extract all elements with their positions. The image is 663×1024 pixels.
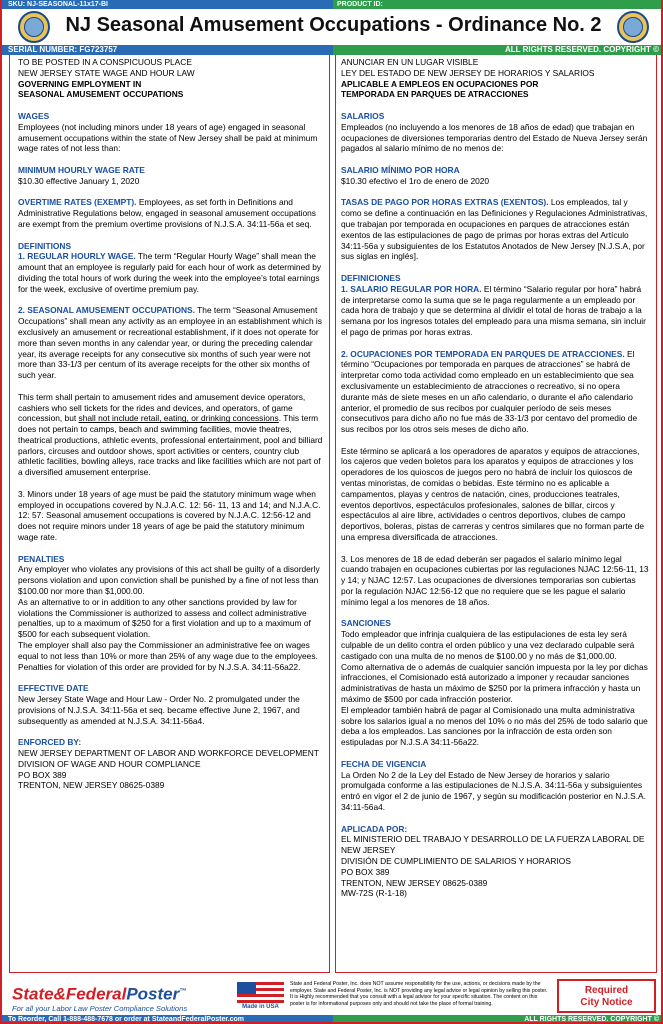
intro-line: SEASONAL AMUSEMENT OCCUPATIONS	[18, 89, 184, 100]
definition-text: The term “Regular Hourly Wage” shall mean the amount that an employee is regularly paid for each hour of work as determined by dividing the total hours of work during the week into the employee’s total earnings for the week, exclusive of overtime premium pay.	[18, 251, 322, 294]
sku-label: SKU: NJ-SEASONAL-11x17-BI	[2, 0, 333, 9]
definition-text: The term “Seasonal Amusement Occupations” shall mean any activity as an employee in an establishment which is exclusively an amusement or recreational establishment, if it does not operate for more than seven months in any calendar year, or during the preceding calendar year, its average receipts for any consecutive six months of such year were not more than 33-1/3 per centum of its average receipts for the other six months of such year.	[18, 305, 322, 381]
logo-tagline: For all your Labor Law Poster Compliance Solutions	[12, 1003, 188, 1013]
term-paragraph: Este término se aplicará a los operadores de aparatos y equipos de atracciones, los cajeros que veden boletos para los aparatos y equipos de atracciones y los operadores de los quioscos de juegos pero no habrá de incluir los quioscos de ventas minoristas, de comidas o bebidas. Este término no es aplicable a campamentos, playas y centros de natación, cines, producciones teatrales, eventos deportivos, espectáculos profesionales, salones de billar, circos y espectáculos al aire libre, actividades o centros deportivos, clubes de campo deportivos, boleras, pistas de carreras y centros similares que no forman parte de una empresa diversificada de atracciones.	[341, 445, 645, 543]
section-text: Any employer who violates any provisions of this act shall be guilty of a disorderly persons violation and upon conviction shall be punished by a fine of not less than $100.00 nor more than $1,000.00.	[18, 564, 320, 597]
copyright-notice: ALL RIGHTS RESERVED. COPYRIGHT ©	[333, 1015, 663, 1024]
section-heading: EFFECTIVE DATE	[18, 683, 89, 694]
us-flag-icon	[237, 982, 284, 1012]
made-in-usa: Made in USA	[242, 1004, 279, 1010]
footer	[2, 977, 663, 1015]
section-text: The employer shall also pay the Commissioner an administrative fee on wages equal to not less than 10% or more than 25% of any wage due to the employees. Penalties for violation of this order are provided for by N.J.S.A. 34:11-56a22.	[18, 640, 318, 672]
definition-heading: 2. OCUPACIONES POR TEMPORADA EN PARQUES DE ATRACCIONES.	[341, 348, 625, 359]
address-line: EL MINISTERIO DEL TRABAJO Y DESARROLLO DE LA FUERZA LABORAL DE NEW JERSEY	[341, 834, 645, 856]
section-text: New Jersey State Wage and Hour Law - Order No. 2 promulgated under the provisions of N.J.S.A. 34:11-56a et seq. became effective June 2, 1967, and subsequently as amended at N.J.S.A. 34:11-56a4.	[18, 694, 300, 726]
term-paragraph: This term shall pertain to amusement rides and amusement device operators, cashiers who sell tickets for the rides and devices, and operators, of game concession, but shall not include retail, eating, or drinking concessions. This term does not pertain to camps, beach and swimming facilities, movie theatres, theatrical productions, athletic events, professional entertainment, pool and billiard parlors, circuses and outdoor shows, sport activities or centers, country club athletic facilities, bowling alleys, race tracks and like facilities which are not part of a diversified amusement enterprise.	[18, 391, 323, 478]
definition-text: El término “Ocupaciones por temporada en parques de atracciones” se habrá de interpretar como toda actividad como empleado en un establecimiento que sea exclusivamente un establecimiento de atracciones o recreativo, si no opera durante más de siete meses en un año calendario, o durante el año calendario anterior, el promedio de sus recibos por cualquier período de seis meses consecutivos para dicho año no fue más de 33-1/3 por centavo del promedio de sus recibos por los otros seis meses de dicho año.	[341, 348, 638, 435]
intro-line: ANUNCIAR EN UN LUGAR VISIBLE	[341, 57, 479, 67]
address-line: PO BOX 389	[341, 866, 390, 877]
serial-number: SERIAL NUMBER: FG723757	[2, 45, 333, 55]
bottom-bar	[2, 1015, 663, 1024]
section-text: Como alternativa de o además de cualquier sanción impuesta por la ley por dichas infracciones, el Comisionado está autorizado a imponer y recaudar sanciones administrativas de hasta un máximo de $250 por la primera infracción y hasta un máximo de $500 por cada infracción posterior.	[341, 661, 648, 705]
intro-line: NEW JERSEY STATE WAGE AND HOUR LAW	[18, 67, 195, 78]
top-bar	[2, 0, 663, 9]
underlined-text: shall not include retail, eating, or drinking concessions	[78, 413, 279, 424]
intro-line: APLICABLE A EMPLEOS EN OCUPACIONES POR	[341, 78, 539, 89]
intro-line: TEMPORADA EN PARQUES DE ATRACCIONES	[341, 89, 529, 100]
section-text: Employees (not including minors under 18 years of age) engaged in seasonal amusement occupations within the state of New Jersey shall be paid at minimum wage rates of not less than:	[18, 121, 318, 154]
section-text: Employees, as set forth in Definitions and Administrative Regulations below, engaged in seasonal amusement occupations are exempt from the premium overtime provisions of N.J.S.A. 34:11-56a et seq.	[18, 197, 316, 229]
intro-line: TO BE POSTED IN A CONSPICUOUS PLACE	[18, 57, 192, 67]
section-heading: PENALTIES	[18, 553, 65, 564]
intro-line: GOVERNING EMPLOYMENT IN	[18, 78, 142, 89]
address-line: TRENTON, NEW JERSEY 08625-0389	[18, 780, 165, 791]
nj-seal-icon	[18, 11, 50, 43]
reorder-link[interactable]: To Reorder, Call 1-888-488-7678 or order at StateandFederalPoster.com	[2, 1015, 333, 1024]
section-heading: DEFINITIONS	[18, 240, 72, 251]
copyright-notice: ALL RIGHTS RESERVED. COPYRIGHT ©	[333, 45, 663, 55]
nj-seal-icon	[617, 11, 649, 43]
section-heading: OVERTIME RATES (EXEMPT).	[18, 197, 137, 208]
minors-paragraph: 3. Los menores de 18 de edad deberán ser pagados el salario mínimo legal cuando trabajen en ocupaciones cubiertas por las regulaciones NJAC 12:56-11, 13 y 14; y NJAC 12:57. Las ocupaciones de diversiones temporarias son cubiertas por la regulación NJAC 12:56-12 que no requiere que se les pague el salario mínimo legal a los menores de 18 años.	[341, 553, 649, 607]
section-text: As an alternative to or in addition to any other sanctions provided by law for violations the Commissioner is authorized to assess and collect administrative penalties, up to a maximum of $250 for a first violation and up to a maximum of $500 for each subsequent violation.	[18, 596, 311, 640]
definition-text: El término “Salario regular por hora” habrá de interpretarse como la suma que se le paga regularmente a un empleado por cada hora de trabajo y que se determina al dividir el total de horas de trabajo a la semana por los ingresos totales del empleado para una misma semana, sin incluir el pago de primas por horas extras.	[341, 283, 646, 337]
address-line: PO BOX 389	[18, 769, 67, 780]
section-heading: ENFORCED BY:	[18, 737, 82, 748]
section-text: Empleados (no incluyendo a los menores de 18 años de edad) que trabajan en ocupaciones de diversiones temporarias dentro del Estado de Nueva Jersey serán pagados al salario mínimo de no menos de:	[341, 121, 648, 154]
section-text: Todo empleador que infrinja cualquiera de las estipulaciones de esta ley será culpable de un delito contra el orden público y una vez declarado culpable será castigado con una multa de no menos de $100.00 y no más de $1,000.00.	[341, 629, 635, 661]
section-heading: SALARIOS	[341, 110, 385, 121]
serial-bar	[2, 45, 663, 55]
section-heading: FECHA DE VIGENCIA	[341, 758, 427, 769]
address-line: DIVISIÓN DE CUMPLIMIENTO DE SALARIOS Y HORARIOS	[341, 855, 571, 866]
definition-heading: 1. REGULAR HOURLY WAGE.	[18, 251, 136, 262]
wage-rate: $10.30 effective January 1, 2020	[18, 175, 140, 186]
address-line: NEW JERSEY DEPARTMENT OF LABOR AND WORKFORCE DEVELOPMENT	[18, 748, 319, 758]
section-heading: SANCIONES	[341, 618, 391, 629]
required-city-notice-badge: Required City Notice	[557, 979, 656, 1013]
section-heading: TASAS DE PAGO POR HORAS EXTRAS (EXENTOS).	[341, 197, 549, 208]
form-code: MW-72S (R-1-18)	[341, 888, 407, 899]
address-line: TRENTON, NEW JERSEY 08625-0389	[341, 877, 488, 888]
page-title: NJ Seasonal Amusement Occupations - Ordinance No. 2	[65, 14, 602, 36]
section-text: El empleador también habrá de pagar al Comisionado una multa administrativa sobre los salarios igual a no menos del 10% o no más del 25% de todo salario que deba a los empleados. Las sanciones por la infracción de esta orden son estipuladas por N.J.S.A 34:11-56a22.	[341, 704, 648, 748]
section-heading: DEFINICIONES	[341, 272, 401, 283]
section-text: Los empleados, tal y como se define a continuación en las Definiciones y Regulaciones Administrativas, que trabajan por temporada en ocupaciones en parques de atracciones están exentos de las estipulaciones de pago de primas por horas extras del Artículo 34:11-56a y subsiguientes de los Estatutos Anotados de New Jersey [N.J.S.A, por sus siglas en inglés].	[341, 197, 648, 262]
address-line: DIVISION OF WAGE AND HOUR COMPLIANCE	[18, 758, 201, 769]
english-column	[9, 55, 330, 973]
spanish-column	[335, 55, 657, 973]
section-heading: WAGES	[18, 110, 50, 121]
minors-paragraph: 3. Minors under 18 years of age must be paid the statutory minimum wage when employed in occupations covered by N.J.A.C. 12: 56- 11, 13 and 14; and N.J.A.C. 12: 57. Seasonal amusement occupations is covered by N.J.A.C. 12:56-12 and does not require minors under 18 years of age be paid the statutory minimum wage rate.	[18, 488, 321, 543]
section-heading: APLICADA POR:	[341, 823, 408, 834]
trademark: ™	[179, 988, 187, 995]
header	[2, 9, 663, 46]
logo-text-b: Poster	[126, 984, 180, 1004]
product-id-label: PRODUCT ID:	[333, 0, 663, 9]
section-text: La Orden No 2 de la Ley del Estado de New Jersey de horarios y salario promulgada conforme a las estipulaciones de N.J.S.A. 34:11-56a y subsiguientes entró en vigor el 2 de junio de 1967, y según su modificación posterior en N.J.S.A. 34:11-56a4.	[341, 769, 646, 812]
definition-heading: 1. SALARIO REGULAR POR HORA.	[341, 283, 482, 294]
definition-heading: 2. SEASONAL AMUSEMENT OCCUPATIONS.	[18, 305, 195, 316]
section-heading: MINIMUM HOURLY WAGE RATE	[18, 164, 145, 175]
brand-logo	[12, 983, 226, 1013]
section-heading: SALARIO MÍNIMO POR HORA	[341, 164, 460, 175]
wage-rate: $10.30 efectivo el 1ro de enero de 2020	[341, 175, 490, 186]
disclaimer: State and Federal Poster, Inc. does NOT assume responsibility for the use, actions, or decisions made by the employer. State and Federal Poster, Inc. is NOT providing any legal advice or legal opinion by selling this poster. It is Highly recommended that you consult with a legal advisor for your specific situation. The content on this poster is for informational purposes only and should not take the place of formal training.	[290, 981, 548, 1007]
logo-text-a: State&Federal	[12, 984, 127, 1004]
intro-line: LEY DEL ESTADO DE NEW JERSEY DE HORARIOS Y SALARIOS	[341, 67, 595, 78]
